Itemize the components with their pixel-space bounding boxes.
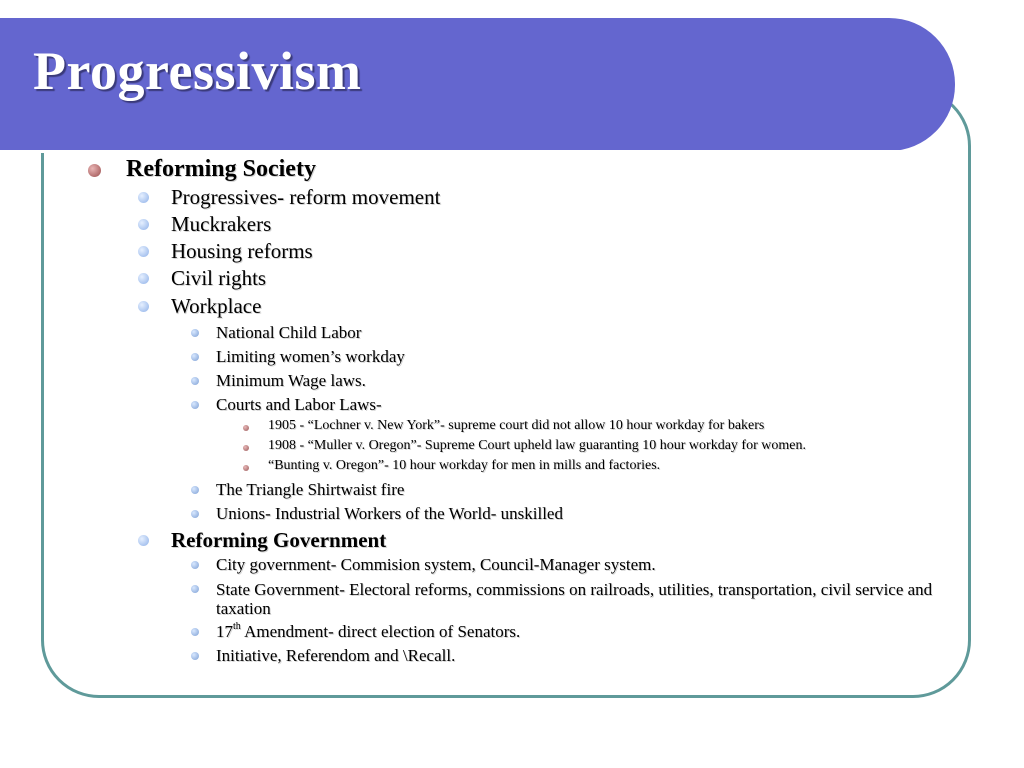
bullet-reforming-government: Reforming Government [171, 528, 387, 552]
bullet-icon [191, 329, 199, 337]
bullet-icon [191, 585, 199, 593]
bullet-civil-rights: Civil rights [171, 266, 267, 290]
bullet-national-child-labor: National Child Labor [216, 323, 362, 342]
bullet-icon [191, 353, 199, 361]
bullet-icon [191, 510, 199, 518]
bullet-icon [138, 273, 149, 284]
amendment-ordinal: th [233, 621, 241, 633]
bullet-icon [243, 445, 249, 451]
bullet-progressives: Progressives- reform movement [171, 185, 441, 209]
bullet-icon [191, 486, 199, 494]
bullet-icon [138, 246, 149, 257]
bullet-icon [243, 425, 249, 431]
bullet-muller: 1908 - “Muller v. Oregon”- Supreme Court upheld law guaranting 10 hour workday for women. [268, 438, 806, 453]
bullet-icon [191, 377, 199, 385]
bullet-icon [191, 401, 199, 409]
bullet-courts-labor-laws: Courts and Labor Laws- [216, 395, 382, 414]
bullet-icon [191, 652, 199, 660]
bullet-minimum-wage: Minimum Wage laws. [216, 371, 366, 390]
bullet-workplace: Workplace [171, 294, 262, 318]
bullet-icon [191, 628, 199, 636]
bullet-unions: Unions- Industrial Workers of the World- unskilled [216, 504, 563, 523]
bullet-lochner: 1905 - “Lochner v. New York”- supreme court did not allow 10 hour workday for bakers [268, 418, 765, 433]
bullet-17th-amendment [216, 623, 520, 640]
bullet-housing-reforms: Housing reforms [171, 239, 313, 263]
bullet-city-government: City government- Commision system, Council-Manager system. [216, 555, 656, 574]
amendment-number: 17 [216, 622, 233, 641]
bullet-icon [138, 301, 149, 312]
amendment-text: Amendment- direct election of Senators. [240, 622, 521, 641]
bullet-icon [138, 192, 149, 203]
bullet-muckrakers: Muckrakers [171, 212, 272, 236]
slide-title: Progressivism [33, 41, 362, 101]
bullet-bunting: “Bunting v. Oregon”- 10 hour workday for men in mills and factories. [268, 458, 661, 473]
bullet-triangle-shirtwaist: The Triangle Shirtwaist fire [216, 480, 405, 499]
bullet-initiative: Initiative, Referendom and \Recall. [216, 646, 456, 665]
bullet-icon [138, 219, 149, 230]
bullet-icon [88, 164, 101, 177]
bullet-icon [138, 535, 149, 546]
bullet-state-government: State Government- Electoral reforms, commissions on railroads, utilities, transportation, civil service and taxation [216, 580, 933, 618]
bullet-icon [243, 465, 249, 471]
bullet-reforming-society: Reforming Society [126, 156, 316, 182]
bullet-limiting-womens-workday: Limiting women’s workday [216, 347, 405, 366]
bullet-icon [191, 561, 199, 569]
